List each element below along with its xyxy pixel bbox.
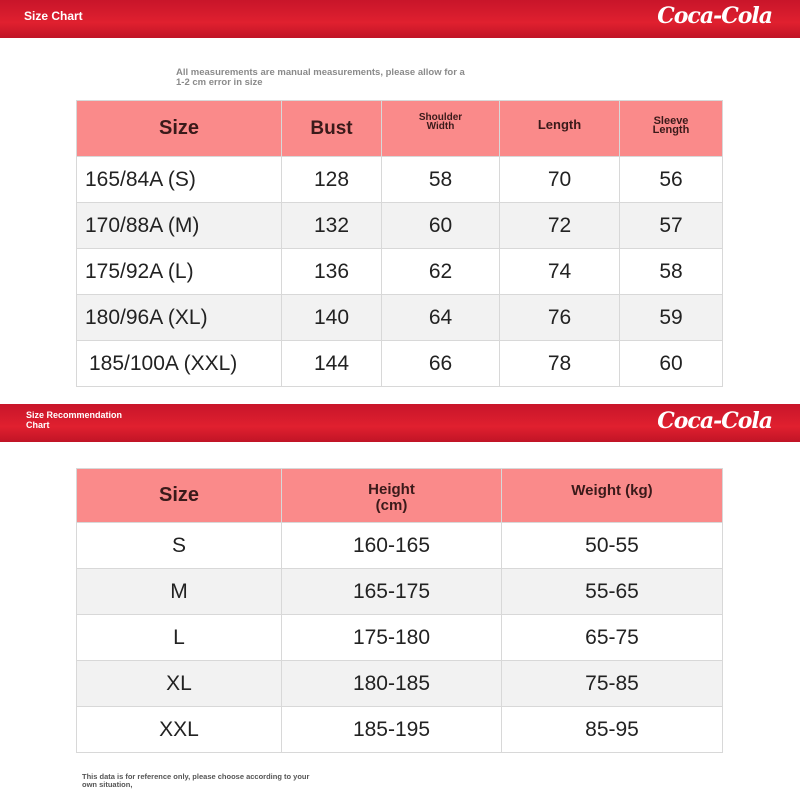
size-cell: 170/88A (M) bbox=[77, 203, 282, 249]
size-cell: 180/96A (XL) bbox=[77, 295, 282, 341]
length-cell: 70 bbox=[500, 157, 620, 203]
bust-cell: 136 bbox=[282, 249, 382, 295]
coca-cola-logo: Coca-Cola bbox=[657, 408, 772, 434]
measurement-note: All measurements are manual measurements, please allow for a 1-2 cm error in size bbox=[176, 67, 465, 88]
shoulder-cell: 64 bbox=[382, 295, 500, 341]
shoulder-width-label: Shoulder Width bbox=[418, 111, 463, 132]
table-row bbox=[77, 661, 723, 707]
bust-cell: 140 bbox=[282, 295, 382, 341]
size-cell: 175/92A (L) bbox=[77, 249, 282, 295]
length-cell: 74 bbox=[500, 249, 620, 295]
table-row bbox=[77, 203, 723, 249]
column-header-weight bbox=[502, 469, 723, 523]
shoulder-cell: 62 bbox=[382, 249, 500, 295]
column-header-sleeve-length bbox=[620, 101, 723, 157]
table-row bbox=[77, 569, 723, 615]
size-cell: M bbox=[77, 569, 282, 615]
size-cell: S bbox=[77, 523, 282, 569]
length-cell: 76 bbox=[500, 295, 620, 341]
table-row bbox=[77, 157, 723, 203]
size-cell: 165/84A (S) bbox=[77, 157, 282, 203]
size-recommendation-banner bbox=[0, 404, 800, 442]
size-cell: L bbox=[77, 615, 282, 661]
column-header-size: Size bbox=[77, 101, 282, 157]
sleeve-cell: 56 bbox=[620, 157, 723, 203]
weight-cell: 65-75 bbox=[502, 615, 723, 661]
weight-label: Weight (kg) bbox=[571, 481, 653, 499]
table-row bbox=[77, 295, 723, 341]
column-header-height bbox=[282, 469, 502, 523]
height-cell: 180-185 bbox=[282, 661, 502, 707]
shoulder-cell: 58 bbox=[382, 157, 500, 203]
weight-cell: 75-85 bbox=[502, 661, 723, 707]
reference-note: This data is for reference only, please choose according to your own situation, bbox=[82, 772, 310, 789]
table-row bbox=[77, 707, 723, 753]
size-recommendation-table bbox=[76, 468, 723, 753]
table-row bbox=[77, 249, 723, 295]
size-cell: 185/100A (XXL) bbox=[77, 341, 282, 387]
table-row bbox=[77, 523, 723, 569]
size-cell: XXL bbox=[77, 707, 282, 753]
sleeve-cell: 59 bbox=[620, 295, 723, 341]
weight-cell: 50-55 bbox=[502, 523, 723, 569]
bust-cell: 144 bbox=[282, 341, 382, 387]
shoulder-cell: 60 bbox=[382, 203, 500, 249]
bust-cell: 132 bbox=[282, 203, 382, 249]
column-header-bust: Bust bbox=[282, 101, 382, 157]
height-cell: 160-165 bbox=[282, 523, 502, 569]
coca-cola-logo: Coca-Cola bbox=[657, 3, 772, 29]
sleeve-cell: 60 bbox=[620, 341, 723, 387]
column-header-length bbox=[500, 101, 620, 157]
length-label: Length bbox=[537, 117, 582, 132]
weight-cell: 85-95 bbox=[502, 707, 723, 753]
size-chart-header-row bbox=[77, 101, 723, 157]
sleeve-length-label: Sleeve Length bbox=[652, 114, 690, 136]
weight-cell: 55-65 bbox=[502, 569, 723, 615]
length-cell: 72 bbox=[500, 203, 620, 249]
sleeve-cell: 58 bbox=[620, 249, 723, 295]
height-cell: 165-175 bbox=[282, 569, 502, 615]
recommendation-header-row bbox=[77, 469, 723, 523]
height-cell: 175-180 bbox=[282, 615, 502, 661]
height-cell: 185-195 bbox=[282, 707, 502, 753]
size-chart-title: Size Chart bbox=[24, 9, 83, 23]
sleeve-cell: 57 bbox=[620, 203, 723, 249]
column-header-shoulder-width bbox=[382, 101, 500, 157]
bust-cell: 128 bbox=[282, 157, 382, 203]
size-chart-banner bbox=[0, 0, 800, 38]
shoulder-cell: 66 bbox=[382, 341, 500, 387]
column-header-size: Size bbox=[77, 469, 282, 523]
size-recommendation-title: Size Recommendation Chart bbox=[26, 410, 123, 430]
table-row bbox=[77, 341, 723, 387]
size-cell: XL bbox=[77, 661, 282, 707]
length-cell: 78 bbox=[500, 341, 620, 387]
height-label: Height (cm) bbox=[368, 480, 415, 514]
size-chart-table bbox=[76, 100, 723, 387]
table-row bbox=[77, 615, 723, 661]
